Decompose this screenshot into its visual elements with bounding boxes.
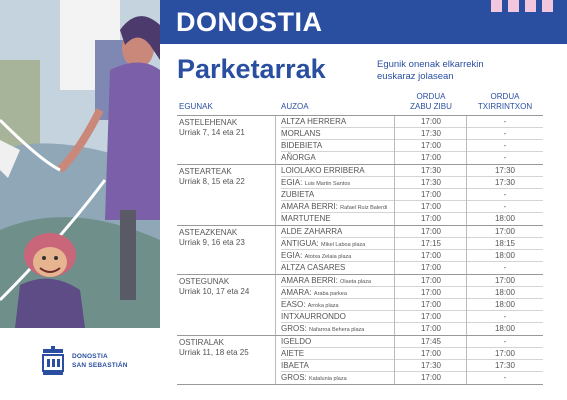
header-start-line-1: ORDUA bbox=[416, 92, 446, 101]
column-divider bbox=[275, 336, 276, 384]
day-group bbox=[177, 116, 543, 165]
place-name: ZUBIETA bbox=[281, 190, 315, 199]
place-cell bbox=[281, 287, 395, 298]
start-time-cell: 17:30 bbox=[420, 361, 442, 370]
column-divider bbox=[466, 116, 467, 164]
start-time-cell: 17:00 bbox=[420, 349, 442, 358]
day-dates: Urriak 11, 18 eta 25 bbox=[179, 348, 249, 357]
table-row bbox=[281, 226, 543, 238]
place-cell bbox=[281, 128, 395, 139]
logo-line-2: SAN SEBASTIÁN bbox=[72, 362, 128, 369]
place-cell bbox=[281, 250, 395, 261]
day-cell bbox=[179, 167, 275, 187]
table-row bbox=[281, 360, 543, 372]
end-time-cell: - bbox=[503, 312, 507, 321]
place-cell bbox=[281, 348, 395, 359]
start-time-cell: 17:30 bbox=[420, 178, 442, 187]
end-time-cell: 18:15 bbox=[494, 239, 516, 248]
place-cell bbox=[281, 311, 395, 322]
table-row bbox=[281, 152, 543, 164]
table-row bbox=[281, 299, 543, 311]
end-time-cell: 17:30 bbox=[494, 178, 516, 187]
header-end-time bbox=[467, 92, 543, 116]
start-time-cell: 17:00 bbox=[420, 190, 442, 199]
place-cell bbox=[281, 275, 395, 286]
place-name: GROS: bbox=[281, 324, 307, 333]
place-detail: Arroka plaza bbox=[307, 303, 339, 309]
place-cell bbox=[281, 140, 395, 151]
day-group bbox=[177, 165, 543, 226]
place-detail: Nafarroa Behera plaza bbox=[309, 327, 365, 333]
place-detail: Luis Martin Santos bbox=[304, 181, 351, 187]
column-divider bbox=[394, 165, 395, 225]
column-divider bbox=[394, 116, 395, 164]
day-group bbox=[177, 336, 543, 385]
table-row bbox=[281, 262, 543, 274]
page-title: Parketarrak bbox=[177, 54, 326, 84]
place-name: AMARA: bbox=[281, 288, 312, 297]
place-cell bbox=[281, 116, 395, 127]
column-divider bbox=[275, 116, 276, 164]
table-row bbox=[281, 201, 543, 213]
place-cell bbox=[281, 165, 395, 176]
table-row bbox=[281, 287, 543, 299]
place-name: AMARA BERRI: bbox=[281, 202, 338, 211]
coat-of-arms-icon bbox=[40, 346, 66, 376]
end-time-cell: - bbox=[503, 190, 507, 199]
square-icon bbox=[542, 0, 553, 12]
end-time-cell: 18:00 bbox=[494, 324, 516, 333]
place-name: AIETE bbox=[281, 349, 305, 358]
decorative-squares bbox=[491, 0, 553, 12]
start-time-cell: 17:45 bbox=[420, 337, 442, 346]
place-name: EGIA: bbox=[281, 178, 303, 187]
header-days: EGUNAK bbox=[179, 102, 213, 111]
illustration bbox=[0, 0, 160, 328]
table-row bbox=[281, 177, 543, 189]
end-time-cell: - bbox=[503, 153, 507, 162]
place-name: AMARA BERRI: bbox=[281, 276, 338, 285]
tagline: Egunik onenak elkarrekin euskaraz jolasean bbox=[377, 59, 484, 82]
place-name: MARTUTENE bbox=[281, 214, 331, 223]
day-name: ASTEAZKENAK bbox=[179, 228, 238, 237]
place-cell bbox=[281, 323, 395, 335]
table-row bbox=[281, 323, 543, 335]
place-cell bbox=[281, 189, 395, 200]
place-detail: Katalunia plaza bbox=[309, 376, 347, 382]
square-icon bbox=[508, 0, 519, 12]
table-row bbox=[281, 128, 543, 140]
place-name: GROS: bbox=[281, 373, 307, 382]
place-name: IBAETA bbox=[281, 361, 309, 370]
place-name: LOIOLAKO ERRIBERA bbox=[281, 166, 365, 175]
column-divider bbox=[394, 226, 395, 274]
column-divider bbox=[466, 336, 467, 384]
day-dates: Urriak 9, 16 eta 23 bbox=[179, 238, 245, 247]
column-divider bbox=[466, 226, 467, 274]
end-time-cell: 18:00 bbox=[494, 251, 516, 260]
header-end-line-2: TXIRRINTXON bbox=[477, 102, 533, 111]
logo-line-1: DONOSTIA bbox=[72, 353, 108, 360]
table-row bbox=[281, 140, 543, 152]
place-detail: Rafael Ruiz Balerdi bbox=[340, 205, 388, 211]
start-time-cell: 17:00 bbox=[420, 373, 442, 382]
column-divider bbox=[394, 275, 395, 335]
day-group bbox=[177, 275, 543, 336]
start-time-cell: 17:00 bbox=[420, 251, 442, 260]
start-time-cell: 17:00 bbox=[420, 214, 442, 223]
place-cell bbox=[281, 213, 395, 225]
place-detail: Olaeta plaza bbox=[340, 279, 372, 285]
table-row bbox=[281, 189, 543, 201]
day-dates: Urriak 7, 14 eta 21 bbox=[179, 128, 245, 137]
place-cell bbox=[281, 152, 395, 164]
column-divider bbox=[466, 165, 467, 225]
start-time-cell: 17:00 bbox=[420, 263, 442, 272]
day-name: OSTEGUNAK bbox=[179, 277, 230, 286]
day-dates: Urriak 10, 17 eta 24 bbox=[179, 287, 250, 296]
day-cell bbox=[179, 277, 275, 297]
day-name: ASTEARTEAK bbox=[179, 167, 232, 176]
place-name: ALTZA HERRERA bbox=[281, 117, 347, 126]
table-row bbox=[281, 311, 543, 323]
end-time-cell: - bbox=[503, 129, 507, 138]
column-divider bbox=[275, 226, 276, 274]
place-cell bbox=[281, 226, 395, 237]
place-detail: Araba parkea bbox=[313, 291, 347, 297]
start-time-cell: 17:00 bbox=[420, 324, 442, 333]
start-time-cell: 17:00 bbox=[420, 300, 442, 309]
start-time-cell: 17:30 bbox=[420, 166, 442, 175]
header-place: AUZOA bbox=[281, 102, 309, 111]
place-detail: Mikel Laboa plaza bbox=[321, 242, 366, 248]
column-divider bbox=[394, 336, 395, 384]
place-name: IGELDO bbox=[281, 337, 312, 346]
day-cell bbox=[179, 228, 275, 248]
end-time-cell: - bbox=[503, 202, 507, 211]
day-group bbox=[177, 226, 543, 275]
end-time-cell: - bbox=[503, 141, 507, 150]
place-name: EGIA: bbox=[281, 251, 303, 260]
end-time-cell: - bbox=[503, 117, 507, 126]
place-name: EASO: bbox=[281, 300, 306, 309]
start-time-cell: 17:00 bbox=[420, 117, 442, 126]
city-title: DONOSTIA bbox=[176, 7, 323, 37]
square-icon bbox=[491, 0, 502, 12]
end-time-cell: 17:00 bbox=[494, 349, 516, 358]
start-time-cell: 17:15 bbox=[420, 239, 442, 248]
day-dates: Urriak 8, 15 eta 22 bbox=[179, 177, 245, 186]
day-name: OSTIRALAK bbox=[179, 338, 224, 347]
table-row bbox=[281, 336, 543, 348]
city-logo bbox=[40, 346, 128, 376]
start-time-cell: 17:00 bbox=[420, 202, 442, 211]
place-cell bbox=[281, 299, 395, 310]
day-name: ASTELEHENAK bbox=[179, 118, 238, 127]
place-cell bbox=[281, 177, 395, 188]
place-cell bbox=[281, 372, 395, 384]
square-icon bbox=[525, 0, 536, 12]
start-time-cell: 17:30 bbox=[420, 129, 442, 138]
place-cell bbox=[281, 201, 395, 212]
header-start-time bbox=[395, 92, 467, 116]
place-name: ANTIGUA: bbox=[281, 239, 319, 248]
place-cell bbox=[281, 360, 395, 371]
start-time-cell: 17:00 bbox=[420, 227, 442, 236]
header-start-line-2: ZABU ZIBU bbox=[410, 102, 452, 111]
place-cell bbox=[281, 336, 395, 347]
end-time-cell: 18:00 bbox=[494, 288, 516, 297]
day-cell bbox=[179, 338, 275, 358]
end-time-cell: 17:00 bbox=[494, 276, 516, 285]
place-detail: Atotxa Zelaia plaza bbox=[304, 254, 352, 260]
column-divider bbox=[275, 275, 276, 335]
place-cell bbox=[281, 238, 395, 249]
end-time-cell: - bbox=[503, 337, 507, 346]
end-time-cell: - bbox=[503, 373, 507, 382]
table-row bbox=[281, 213, 543, 225]
start-time-cell: 17:00 bbox=[420, 312, 442, 321]
end-time-cell: 17:30 bbox=[494, 361, 516, 370]
place-name: AÑORGA bbox=[281, 153, 316, 162]
table-row bbox=[281, 165, 543, 177]
table-row bbox=[281, 116, 543, 128]
place-cell bbox=[281, 262, 395, 274]
start-time-cell: 17:00 bbox=[420, 288, 442, 297]
header-band bbox=[160, 0, 567, 44]
place-name: MORLANS bbox=[281, 129, 321, 138]
place-name: ALDE ZAHARRA bbox=[281, 227, 343, 236]
table-row bbox=[281, 372, 543, 384]
end-time-cell: 18:00 bbox=[494, 300, 516, 309]
column-divider bbox=[275, 165, 276, 225]
table-row bbox=[281, 275, 543, 287]
start-time-cell: 17:00 bbox=[420, 141, 442, 150]
column-divider bbox=[466, 275, 467, 335]
end-time-cell: 18:00 bbox=[494, 214, 516, 223]
end-time-cell: 17:30 bbox=[494, 166, 516, 175]
end-time-cell: 17:00 bbox=[494, 227, 516, 236]
place-name: ALTZA CASARES bbox=[281, 263, 346, 272]
place-name: BIDEBIETA bbox=[281, 141, 323, 150]
table-row bbox=[281, 250, 543, 262]
table-body bbox=[177, 116, 543, 385]
day-cell bbox=[179, 118, 275, 138]
place-name: INTXAURRONDO bbox=[281, 312, 346, 321]
table-row bbox=[281, 238, 543, 250]
end-time-cell: - bbox=[503, 263, 507, 272]
start-time-cell: 17:00 bbox=[420, 153, 442, 162]
start-time-cell: 17:00 bbox=[420, 276, 442, 285]
table-row bbox=[281, 348, 543, 360]
header-end-line-1: ORDUA bbox=[490, 92, 520, 101]
